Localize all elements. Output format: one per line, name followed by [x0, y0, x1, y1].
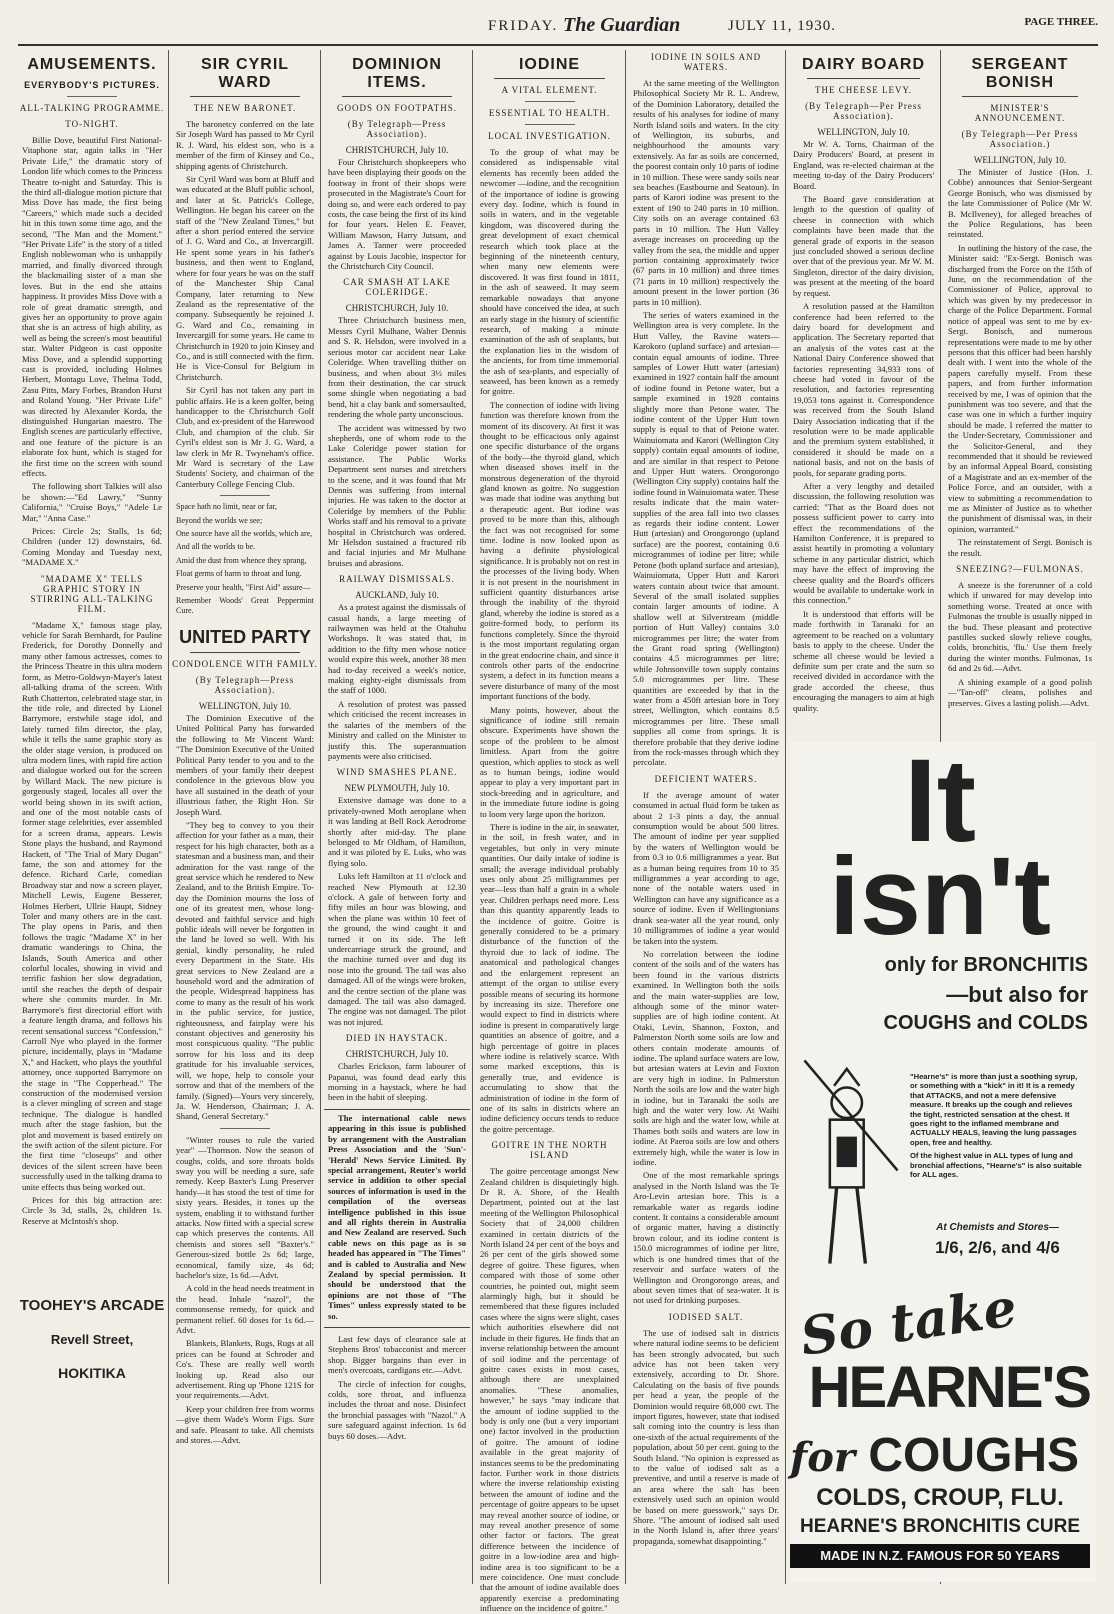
masthead-page: PAGE THREE.: [1024, 16, 1098, 28]
dateline: CHRISTCHURCH, July 10.: [345, 145, 449, 155]
ad-headline-it: It: [903, 735, 977, 867]
article-paragraph: Four Christchurch shopkeepers who have been displaying their goods on the footway in front of their shops were prosecuted in the Magistrate's Court for doing so, and were each ordered to pay costs, the case being the first of its kind for four years. Helen E. Feaver, William Mawson, Harry Jutsum, and James A. Tanner were proceeded against by Louis Jacobie, inspector for the Christchurch City Council.: [328, 157, 466, 272]
advert-paragraph: Blankets, Blankets, Rugs, Rugs at all prices can be found at Schroder and Co's. These are really well worth looking up. Read also our advertisement. Ring up 'Phone 121S for your requirements.—Advt.: [176, 1338, 314, 1401]
subheading: THE CHEESE LEVY.: [814, 85, 913, 95]
advert-paragraph: A sneeze is the forerunner of a cold which if unwared for may develop into something worse. Treated at once with Fulmonas the trouble is usually nipped in the bud. These pleasant and protective pastilles sucked slowly relieve coughs, colds, bronchitis, 'flu.' Use them freely during the winter months. Fulmonas, 1s 6d and 2s 6d.—Advt.: [948, 580, 1092, 674]
article-paragraph: The baronetcy conferred on the late Sir Joseph Ward has passed to Mr Cyril R. J. Ward, his eldest son, who is a member of the firm of Kinsey and Co., shipping agents of Christchurch.: [176, 119, 314, 171]
masthead: [18, 8, 1098, 46]
article-paragraph: A resolution of protest was passed which criticised the recent increases in the salaries of the members of the Ministry and called on the Minister to justify this. The superannuation payments were also criticised.: [328, 698, 466, 761]
ad-line-but-also: —but also for: [946, 982, 1088, 1007]
masthead-paper-name: The Guardian: [563, 14, 681, 36]
article-paragraph: A resolution passed at the Hamilton conference had been referred to the dairy board for development and application. The Secretary reported that an analysis of the votes cast at the National Dairy Conference showed that factories representing 34,933 tons of cheese had voted in favour of the resolution, and factories representing 19,053 tons against it. Correspondence was received from the South Island Dairy Association indicating that if the resolution were to be made applicable and the premium system established, it considered it should be made on a national basis, and not on the basis of pools, for separate grading ports.: [793, 301, 934, 478]
article-paragraph: Many points, however, about the significance of iodine still remain obscure. Experiments have shown the scope of the problem to be almost limitless. Apart from the goitre question, which applies to stock as well as to human beings, iodine would appear to play a very important part in stock-breeding and in agriculture, and in the immediate future iodine is going to loom very large upon the horizon.: [480, 704, 619, 819]
ad-stockists: At Chemists and Stores—: [936, 1222, 1059, 1233]
article-paragraph: Extensive damage was done to a privately-owned Moth aeroplane when it was landing at Bell Rock Aerodrome shortly after mid-day. The plane belonged to Mr Oldham, of Hamilton, and it was piloted by E. Luks, who was flying solo.: [328, 795, 466, 868]
ad-brand-name: HEARNE'S: [808, 1355, 1090, 1420]
section-title-cyril-ward: SIR CYRIL WARD: [200, 56, 290, 91]
divider: [67, 96, 117, 97]
ad-headline-isnt: isn't: [829, 835, 1051, 958]
column-iodine: [476, 50, 623, 1614]
divider: [525, 101, 575, 102]
column-sergeant-bonish: [944, 50, 1096, 740]
column-rule: [785, 50, 786, 1584]
advert-paragraph: "Winter rouses to rule the varied year" —Thomson. Now the season of coughs, colds, and sore throats holds sway you will be needing a sure, safe remedy. Keep Baxter's Lung Preserver handy—it has stood the test of time for sixty years. Besides, it tones up the system, enabling it to withstand further attacks. Now fitted with a special screw cap which preserves the contents. All chemists and stores sell "Baxter's." Generous-sized bottle 2s 6d; large, economical, family size, 4s 6d; bachelor's size, 1s 6d.—Advt.: [176, 1134, 314, 1280]
section-title-amusements: AMUSEMENTS.: [27, 56, 157, 73]
cinema-name: EVERYBODY'S PICTURES.: [24, 80, 160, 90]
article-paragraph: The series of waters examined in the Wellington area is very complete. In the Hutt Valley, the Ravine waters—Karokoro (upland surface) and artesian—contain equal amounts of iodine. Three samples of Lower Hutt water (artesian) examined in 1927 contain half the amount of iodine found in Petone water, but a sample examined in 1928 contains slightly more than Petone water. The iodine content of the Upper Hutt town supply is equal to that of Petone water. Wainuiomata and Karori (Wellington City supply) contain equal amounts of iodine, and are similar in that respect to Petone and Upper Hutt waters. Orongorongo (Wellington City supply) contains half the iodine found in Wainuiomata water. These results indicate that the main water-supplies of the area fall into two classes as regards their iodine content. Lower Hutt (artesian) and Orongorongo (upland surface) are the poorest, containing 0.6 microgrammes of iodine per litre; while Petone (both upland surface and artesian), Wainuiomata, Upper Hutt and Karori waters contain about twice that amount. Several of the small isolated supplies contain larger amounts of iodine. A shallow well at Silverstream (middle portion of Hutt Valley) contains 3.0 microgrammes per litre; the water from the Grant road spring (Wellington) contains 4.5 microgrammes per litre; while Johnsonville town supply contains 5.0 microgrammes per litre. These quantities are exceeded by that in the water from a 450ft artesian bore in Tory street, Wellington, which contains 8.5 microgrammes per litre. These small supplies all come from springs. It is therefore probable that they derive iodine from the rock-masses through which they percolate.: [633, 309, 779, 768]
arcade-street: Revell Street,: [50, 1332, 134, 1348]
article-paragraph: Luks left Hamilton at 11 o'clock and reached New Plymouth at 12.30 o'clock. A gale of between forty and fifty miles an hour was blowing, and when the plane was within 10 feet of the ground, the wind caught it and turned it on its side. The left undercarriage struck the ground, and the machine turned over and dug its nose into the ground. The tail was also damaged. All of the wings were broken, and the centre section of the plane was damaged. The tail was also damaged. The engine was not damaged. The pilot was not injured.: [328, 871, 466, 1027]
ad-for: for: [790, 1434, 855, 1481]
dateline: CHRISTCHURCH, July 10.: [345, 1049, 449, 1060]
ad-so-take: So take: [796, 1277, 1021, 1368]
article-paragraph: The goitre percentage amongst New Zealand children is disquietingly high. Dr R. A. Shore, of the Health Department, pointed out at the last meeting of the Wellington Philosophical Society that of 24,000 children examined in certain districts of the North Island 24 per cent of the boys and 26 per cent of the girls showed some degree of goitre. These figures, when compared with those of some other countries, he pointed out, might seem alarmingly high, but it should be remembered that these figures included cases where the signs were slight, cases which authorities elsewhere did not include in their figures. He finds that an inverse relationship between the amount of soil iodine and the percentage of goitre cases exists in most cases, although there are unexplained anomalies. "These anomalies, however," he says "may indicate that the amount of iodine supplied to the body is only one (but a very important one) factor involved in the production of goitre. The amount of iodine available in the great majority of instances seems to be the predominating factor. Further work in those districts where the inverse relationship existing between the amount of iodine and the percentage of goitre appears to be upset may reveal another source of iodine, or may reveal another presence of some other factor or factors. The great difference between the incidence of goitre in a low-iodine area and high-iodine area is too significant to be a mere coincidence. One must conclude that the amount of iodine available does apparently exercise a predominating influence on the incidence of goitre.": [480, 1166, 619, 1614]
poem-line: Preserve your health, "First Aid" assure—: [176, 582, 311, 592]
subheading: GOITRE IN THE NORTH ISLAND: [491, 1140, 608, 1161]
masthead-day: FRIDAY.: [488, 18, 559, 34]
subheading: A VITAL ELEMENT.: [501, 85, 598, 95]
telegraph-credit: (By Telegraph—Press Association).: [195, 674, 295, 695]
article-paragraph: Sir Cyril has not taken any part in public affairs. He is a keen golfer, being handicapper to the Christchurch Golf Club, and ex-president of the Harewood Club, and champion of the club. Sir Cyril's eldest son is Mr J. G. Ward, a law clerk in Mr R. Twyneham's office. Mr Ward is secretary of the Law Students' Society, and chairman of the Canterbury College Fencing Club.: [176, 385, 314, 489]
telegraph-credit: (By Telegraph—Per Press Association).: [805, 101, 922, 121]
article-paragraph: "Madame X," famous stage play, vehicle for Sarah Bernhardt, for Pauline Frederick, for Dorothy Donnelly and many other famous actresses, comes to the Princess Theatre in this ultra modern form, as Metro-Goldwyn-Mayer's latest all-talking drama of the screen. With Ruth Chatterton, celebrated stage star, in the title role, and directed by Lionel Barrymore, erstwhile stage idol, and lately turned film director, the play, while it tells the same graphic story as the older stage version, is produced on ultra modern lines, with rapid fire action and dialogue worked out for the screen by Willard Mack. The new picture is gorgeously staged, locales all over the world being shown in its swift action, and one of the most notable casts of former stage celebrities, ever assembled for a screen drama, appears. Lewis Stone plays the husband, and Raymond Hackett, of "The Trial of Mary Dugan" fame, the son and attorney for the defence. Richard Carle, comedian Broadway star and now a screen player, Mitchell Lewis, Eugene Besserer, Holmes Herbert, Ullrie Haupt, Sidney Toler and many others are in the cast. The play opens in Paris, and then follows the tragic "Madame X" in her dramatic wanderings to China, the Islands, South America and other colorful locales, showing in vivid and terrific fashion her slow degradation, until she reaches the depth of despair where she commits murder. In Mr. Barrymore's first directorial effort with a feature length drama, and follows his recent sensational success "Confession," Carroll Nye who played in the former picture, incidentally, plays in "Madame X," and Hackett, who plays the youthful attorney, once supported Barrymore on the stage in "The Copperhead." The construction of the modernised version is a clever mingling of screen and stage technique. The dialogue is handled much after the stage fashion, but the plot and movement is based entirely on the swift action of the silent picture. For the first time "closeups" and other devices of the silent screen have been successfully used in the talking drama to unite effects thus being worked out.: [22, 619, 162, 1192]
poem-line: Amid the dust from whence they sprang,: [176, 555, 307, 565]
article-paragraph: The reinstatement of Sergt. Bonisch is the result.: [948, 537, 1092, 558]
divider: [190, 96, 300, 97]
ad-body-secondary: Of the highest value in ALL types of lung and bronchial affections, "Hearne's" is also suitable for ALL ages.: [910, 1151, 1082, 1180]
article-paragraph: The connection of iodine with living function was therefore known from the moment of its discovery. At first it was thought to be efficacious only against one specific disturbance of the organs of the body—the thyroid gland, which when diseased shows itself in the monstrous degeneration of the thyroid gland known as goitre. No suggestion was made that iodine was anything but a therapeutic agent. But iodine was proved to be more than this, although the fact was not recognised for some time. Iodine is now looked upon as having a definite physiological significance. It is probably not on rest in the processes of the living body. When it is not present in the nourishment in sufficient quantity disturbances arise through the inability of the thyroid gland, whereby the iodine is stored as a goitre-formed body, to perform its functions completely. Since the thyroid is the most important regulating organ in the great endocrine chain, and since it controls other parts of the endocrine system, a defect in its function means a severe disturbance of many of the most important functions of the body.: [480, 399, 619, 702]
article-paragraph: One of the most remarkable springs analysed in the North Island was the Te Aro-Levin artesian bore. This is a remarkable water as regards iodine content. It contains a considerable amount of organic matter, having a distinctly brown colour, and its iodine content is 150.0 microgrammes of iodine per litre, which is one hundred times that of the reservoir and surface waters of the Wellington and Orongorongo areas, and about seven times that of sea-water. It is not used for drinking purposes.: [633, 1170, 779, 1306]
ad-body-text: [910, 1072, 1085, 1179]
article-paragraph: Mr W. A. Torns, Chairman of the Dairy Producers' Board, at present in England, was re-elected chairman at the meeting to-day of the Dairy Producers' Board.: [793, 139, 934, 191]
subheading-madame-x: "MADAME X" TELLS GRAPHIC STORY IN STIRRING ALL-TALKING FILM.: [30, 573, 154, 614]
article-paragraph: In outlining the history of the case, the Minister said: "Ex-Sergt. Bonisch was discharged from the Force on the 15th of June, on the recommendation of the Commissioner of Police, approval to which was given by my predecessor in charge of the Police Department. Formal notice of appeal was sent to me by ex-Sergt. Bonisch, and numerous representations were made to me by other persons that this officer had been harshly dealt with. I went into the whole of the papers carefully myself. From these papers, and from further information received by me, I was of opinion that the punishment was too severe, and that the case was one in which a further inquiry should be made. I referred the matter to the Under-Secretary, Commissioner and the Solicitor-General, and they recommended that it should be reviewed by an informal Appeal Board, consisting of a Magistrate and an ex-member of the Police Force, and an outsider, with a view to submitting a recommendation to me as Minister of Justice as to whether the punishment of dismissal was, in their opinion, warranted.": [948, 242, 1092, 534]
subheading: SNEEZING?—FULMONAS.: [956, 564, 1084, 575]
divider: [494, 78, 605, 79]
article-paragraph: As a protest against the dismissals of casual hands, a large meeting of railwaymen was held at the Otahuhu Workshops. It was stated that, in addition to the fifty men whose notice would expire this week, another 38 men had to-day received a week's notice, making eighty-eight dismissals from the staff of 1000.: [328, 602, 466, 696]
article-paragraph: To the group of what may be considered as indispensable vital elements has recently been added the newcomer —iodine, and the recognition of the importance of iodine is growing every day. Iodine, which is found in soils in waters, and in the vegetable kingdom, was discovered during the great development of exact chemical research which took place at the beginning of the nineteenth century, when many new elements were discovered. It was first found in 1811, in the ash of seaweed. It may seem remarkable nowadays that anyone should have conceived the idea, at such an early stage in the history of scientific research, of making a minute examination of the ash of seaplants, but the explanation lies in the wisdom of the ancients, for from time immemorial the ash of sea-plants, and especially of seaweed, has been known as a remedy for goitre.: [480, 147, 619, 397]
divider: [190, 652, 300, 653]
subheading: CONDOLENCE WITH FAMILY.: [172, 658, 318, 669]
arcade-name: TOOHEY'S ARCADE: [19, 1297, 165, 1315]
column-dairy-board: [789, 50, 938, 740]
poem-line: Float germs of harm to throat and lung.: [176, 569, 302, 579]
dateline: WELLINGTON, July 10.: [198, 700, 292, 711]
column-amusements: [18, 50, 166, 1584]
hearnes-advertisement: [790, 735, 1096, 1582]
arcade-town: HOKITIKA: [58, 1365, 126, 1382]
dateline: AUCKLAND, July 10.: [355, 590, 439, 601]
masthead-date: JULY 11, 1930.: [728, 18, 837, 34]
subheading: CAR SMASH AT LAKE COLERIDGE.: [343, 277, 451, 298]
article-paragraph: There is iodine in the air, in seawater, in the soil, in fresh water, and in vegetables, but only in very minute quantities. Our daily intake of iodine is small; the average individual probably uses only about 25 milligrammes per year—less than half a grain in a whole year. Children perhaps need more. Less than this quantity apparently leads to the incidence of goitre. Goitre is generally considered to be a primary disturbance of the function of the thyroid due to lack of iodine. The anatomical and pathological changes and the enlargement represent an attempt of the organ to utilise every possible means of securing its hormone by increasing its size. Therefore one would expect to find in districts where iodine is present in comparatively large quantities an absence of goitre, and a high percentage of goitre in places where iodine is relatively scarce. With some marked exceptions, this is generally true, and evidence is accumulating to show that the administration of iodine in the form of one of its salts in districts where an iodine deficiency occurs tends to reduce the goitre percentage.: [480, 822, 619, 1134]
column-iodine-soils: [629, 50, 783, 1584]
dateline: CHRISTCHURCH, July 10.: [345, 303, 449, 314]
column-dominion-items: [324, 50, 470, 1584]
advert-paragraph: Keep your children free from worms—give them Wade's Worm Figs. Sure and safe. Pleasant to take. All chemists and stores.—Advt.: [176, 1403, 314, 1446]
column-rule: [625, 50, 626, 1584]
subheading: LOCAL INVESTIGATION.: [488, 131, 611, 141]
divider: [525, 124, 575, 125]
section-title-sergeant-bonish: SERGEANT BONISH: [971, 56, 1069, 91]
section-title-dairy-board: DAIRY BOARD: [801, 56, 925, 73]
divider: [962, 96, 1078, 97]
dateline: WELLINGTON, July 10.: [973, 155, 1067, 165]
subheading: IODISED SALT.: [668, 1311, 744, 1322]
dateline: WELLINGTON, July 10.: [817, 127, 910, 137]
section-title-iodine: IODINE: [518, 56, 581, 73]
article-paragraph: It is understood that efforts will be made forthwith in Taranaki for an agreement to be reached on a voluntary basis to apply to the cheese. Under the scheme all cheese would be levied a definite sum per crate and the sum so received divided in accordance with the grade accorded the cheese, thus encouraging the managers to aim at high quality.: [793, 608, 934, 713]
article-paragraph: Prices: Circle 2s; Stalls, 1s 6d; Children (under 12) downstairs, 6d. Coming Monday and Tuesday next, "MADAME X.": [22, 526, 162, 568]
article-paragraph: At the same meeting of the Wellington Philosophical Society Mr R. L. Andrew, of the Dominion Laboratory, detailed the results of his analyses for iodine of many North Island soils and waters. In the city of Wellington, its suburbs, and neighbourhood the amounts vary extensively. As far as soils are concerned, the poorest contain only 10 parts of iodine in 10 million. These were sandy soils near sea beaches (Eastbourne and Seatoun). In parts of Karori iodine was present to the extent of 190 to 240 parts in 10 million. City soils on an average contained 63 parts in 10 million. The Hutt Valley average increases on proceeding up the valley from the sea, the middle and upper portion containing approximately twice (67 parts in 10 million) and three times (71 parts in 10 million) respectively the amount present in the lower portion (36 parts in 10 million).: [633, 78, 779, 307]
poem-line: And all the worlds to be.: [176, 542, 256, 552]
column-cyril-ward: [172, 50, 318, 1584]
article-paragraph: Three Christchurch business men, Messrs Cyril Mulhane, Walter Dennis and S. R. Helsdon, were involved in a serious motor car accident near Lake Coleridge. When travelling thither on business, and when about 3½ miles from their destination, the car struck some shingle when negotiating a bad bend, hit a clay bank and somersaulted, rendering the whole party unconscious.: [328, 315, 466, 420]
dateline: NEW PLYMOUTH, July 10.: [344, 783, 450, 794]
article-paragraph: Charles Erickson, farm labourer of Papanui, was found dead early this morning in a haystack, where he had been in the habit of sleeping.: [328, 1061, 466, 1103]
article-paragraph: "They beg to convey to you their affection for your father as a man, their respect for his high character, both as a statesman and a business man, and their admiration for the vast range of the great service which he rendered to New Zealand, and to the British Empire. To-day the Dominion mourns the loss of one of its greatest men, whose long-devoted and faithful service and high public ideals will never be forgotten in the land he loved so well. With his genial, kindly personality, he ruled every Department in the State. His great services to New Zealand are a household word and the admiration of the people. Widespread happiness has come to many as the result of his work in the public service, for justice, righteousness, and fairplay were his constant objectives and generosity his most conspicuous quality. "The public sorrow for his loss and its deep gratitude for his invaluable services, will, we hope, help to console your sorrow and that of the members of the family. (Signed)—Yours very sincerely, Ja. W. Henderson, Chairman; J. A. Shand, General Secretary.": [176, 819, 314, 1122]
subheading: RAILWAY DISMISSALS.: [339, 574, 455, 585]
subheading: ESSENTIAL TO HEALTH.: [488, 108, 611, 118]
subheading: DIED IN HAYSTACK.: [345, 1033, 449, 1044]
advert-paragraph: Last few days of clearance sale at Stephens Bros' tobacconist and mercer shop. Bigger bargains than ever in men's overcoats, cardigans etc.—Advt.: [328, 1334, 466, 1376]
subheading: GOODS ON FOOTPATHS.: [337, 103, 457, 113]
telegraph-credit: (By Telegraph—Per Press Association.): [961, 129, 1079, 149]
subheading: IODINE IN SOILS AND WATERS.: [650, 52, 762, 72]
subheading: THE NEW BARONET.: [193, 103, 297, 113]
ad-coughs: COUGHS: [868, 1429, 1079, 1482]
ad-made-in-nz-banner: MADE IN N.Z. FAMOUS FOR 50 YEARS: [790, 1544, 1090, 1568]
knight-illustration-icon: [796, 1042, 906, 1282]
article-paragraph: After a very lengthy and detailed discussion, the following resolution was carried: "That as the Board does not possess sufficient power to carry into effect the recommendations of the Hamilton Conference, it is prepared to assist heartily in promoting a voluntary scheme in any particular district, which may have the effect of improving the cheese quality and the Board's officers would be available to undertake work in this connection.": [793, 481, 934, 606]
ad-prices: 1/6, 2/6, and 4/6: [935, 1238, 1060, 1257]
advert-paragraph: A shining example of a good polish—"Tan-off" cleans, polishes and preserves. Gives a lasting polish.—Advt.: [948, 676, 1092, 708]
poem-line: Beyond the worlds we see;: [176, 515, 263, 525]
ad-product-name: HEARNE'S BRONCHITIS CURE: [799, 1516, 1081, 1537]
ad-body-main: "Hearne's" is more than just a soothing syrup, or something with a "kick" in it! It is a remedy that ATTACKS, and not a mere defensive measure. It breaks up the cough and relieves the tight, restricted sensation at the chest. It goes right to the inflamed membrane and ACTUALLY HEALS, leaving the lung passages open, free and healthy.: [910, 1072, 1078, 1147]
article-paragraph: Billie Dove, beautiful First National-Vitaphone star, again talks in "Her Private Life," the dramatic story of London life which comes to the Princess Theatre to-night and Saturday. This is the third all-dialogue motion picture that Miss Dove has made, the first being "Careers," which made such a decided hit in this town some time ago, and the second, "The Man and the Moment." "Her Private Life" is the story of a titled English noblewoman who is unhappily married, and finally divorced through the blackmailing sister of a man she loves. But in the end she attains happiness. It provides Miss Dove with a role of great dramatic strength, and gives her an opportunity to prove again that she is an actress of high ability, as well as being the screen's most beautiful star. Walter Pidgeon is cast opposite Miss Dove, and a splendid supporting cast is provided, including Holmes Herbert, Montagu Love, Thelma Todd, Zasu Pitts, Mary Forbes, Brandon Hurst and Roland Young. "Her Private Life" was directed by Alexander Korda, the distinguished Hungarian maestro. The English scenes are particularly effective, and one feature of the picture is an elaborate fox hunt, which is staged for the first time on the screen with sound effects.: [22, 135, 162, 478]
article-paragraph: The following short Talkies will also be shown:—"Ed Lawry," "Sunny California," "Cruise Boys," "Adele Le Mar," "Anna Case.": [22, 481, 162, 523]
article-paragraph: Sir Cyril Ward was born at Bluff and was educated at the Bluff public school, and later at St. Patrick's College, Wellington. He began his career on the staff of the "New Zealand Times," but after a short period entered the service of J. G. Ward and Co., at Invercargill. He spent some years in his father's business, and then went to England, where for four years he was on the staff of the Manchester Ship Canal Company, later returning to New Zealand as the representative of the company. Subsequently he rejoined J. G. Ward and Co., remaining in Invercargill for some years. He came to Christchurch in 1920 to join Kinsey and Co., and is still connected with the firm. He is Vice-Consul for Belgium in Christchurch.: [176, 174, 314, 382]
divider: [342, 96, 452, 97]
programme-heading: ALL-TALKING PROGRAMME.: [19, 103, 165, 113]
poem-line: Space hath no limit, near or far,: [176, 502, 277, 512]
column-rule: [472, 50, 473, 1584]
article-paragraph: The accident was witnessed by two shepherds, one of whom rode to the Lake Coleridge power station for assistance. The Public Works Department sent nurses and stretchers to the scene, and it was found that Mr Dennis was suffering from internal injuries. He was taken to the doctor at Coleridge by members of the Public Works staff and his removal to a private hospital in Christchurch was ordered. Mr Helsdon sustained a fractured rib and facial injuries and Mr Mulhane bruises and abrasions.: [328, 422, 466, 568]
section-title-dominion-items: DOMINION ITEMS.: [352, 56, 442, 91]
ad-for-coughs: [790, 1428, 1090, 1483]
ad-colds-croup-flu: COLDS, CROUP, FLU.: [816, 1484, 1064, 1511]
cable-notice: The international cable news appearing in this issue is published by arrangement with the Australian Press Association and the 'Sun'-'Herald' News Service Limited. By special arrangement, Reuter's world service in addition to other special sources of information is used in the compilation of the overseas intelligence published in this issue and all rights therein in Australia and New Zealand are reserved. Such cable news on this page as is so headed has appeared in "The Times" and is cabled to Australia and New Zealand by special permission. It should be understood that the opinions are not those of "The Times" unless expressly stated to be so.: [328, 1112, 466, 1321]
column-rule: [320, 50, 321, 1584]
article-paragraph: The Dominion Executive of the United Political Party has forwarded the following to Mr Vincent Ward: "The Dominion Executive of the United Political Party tender to you and to the members of your family their deepest condolence in the grievous blow you have all sustained in the death of your illustrious father, the Right Hon. Sir Joseph Ward.: [176, 712, 314, 817]
tonight-heading: TO-NIGHT.: [65, 119, 119, 129]
ad-line-bronchitis: only for BRONCHITIS: [884, 954, 1088, 976]
article-paragraph: If the average amount of water consumed in actual fluid form be taken as about 2 1-3 pints a day, the annual consumption would be about 500 litres. The amount of iodine per year supplied by the waters of Wellington would be from 0.3 to 0.6 milligrammes a year. But as a human being requires from 10 to 35 milligrammes a year according to age, none of the notable waters used in Wellington can have any significance as a source of iodine. Even if Wellingtonians drank sea-water all the year round, only 10 milligrammes of iodine a year would be taken into the system.: [633, 789, 779, 946]
divider: [220, 495, 270, 496]
article-paragraph: The Minister of Justice (Hon. J. Cobbe) announces that Senior-Sergeant George Bonisch, who was dismissed by the late Commissioner of Police (Mr W. B. McIlveney), for alleged breaches of the Police Regulations, has been reinstated.: [948, 167, 1092, 240]
article-paragraph: The use of iodised salt in districts where natural iodine seems to be deficient has been strongly advocated, but such advice has not been taken very extensively, according to Dr. Shore. Calculating on the basis of five pounds per head a year, the people of the Dominion would require 68,000 cwt. The import figures, however, state that iodised salt coming into the country is less than one-sixth of the actual requirements of the population, about 50 per cent. going to the South Island. "No opinion is expressed as to the value of iodised salt as a preventive, and until a reserve is made of an area where the salt has been extensively used such an opinion would be based on mere guesswork," says Dr. Shore. "The amount of iodised salt used in the North Island is, after three years' propaganda, somewhat disappointing.": [633, 1327, 779, 1546]
subheading: DEFICIENT WATERS.: [654, 773, 758, 784]
subheading: MINISTER'S ANNOUNCEMENT.: [974, 103, 1066, 123]
article-paragraph: No correlation between the iodine content of the soils and of the waters has been found in the various districts examined. In Wellington both the soils and the main water-supplies are low, although some of the minor water-supplies are of high iodine content. At Otaki, Levin, Shannon, Foxton, and Palmerston North some soils are low and others contain moderate amounts of iodine. The upland surface waters are low, but artesian waters at Levin and Foxton are very high in iodine. In Palmerston North the soils are low and the water high in iodine, but in Taranaki the soils are high and the water very low. At Waihi soils are high and the water low, while at Thames both soils and waters are low in iodine. At Paeroa soils are low and others extremely high, while the water is low in iodine.: [633, 948, 779, 1168]
divider: [220, 1128, 270, 1129]
poem-line: Remember Woods' Great Peppermint Cure.: [176, 596, 314, 616]
poem-line: One source have all the worlds, which are,: [176, 529, 313, 539]
subheading: WIND SMASHES PLANE.: [336, 767, 458, 778]
section-title-united-party: UNITED PARTY: [179, 626, 311, 647]
article-paragraph: Prices for this big attraction are: Circle 3s 3d, stalls, 2s, children 1s. Reserve at McIntosh's shop.: [22, 1195, 162, 1226]
ad-line-coughs-colds: COUGHS and COLDS: [883, 1012, 1088, 1034]
cable-notice-box: [324, 1109, 470, 1328]
advert-paragraph: A cold in the head needs treatment in the head. Inhale "nazol", the commonsense remedy, for quick and permanent relief. 60 doses for 1s 6d.—Advt.: [176, 1283, 314, 1336]
divider: [807, 78, 920, 79]
telegraph-credit: (By Telegraph—Press Association).: [347, 119, 447, 139]
column-rule: [168, 50, 169, 1584]
advert-paragraph: The circle of infection for coughs, colds, sore throat, and influenza includes the throat and nose. Disinfect the bronchial passages with "Nazol." A sure safeguard against infection. 1s 6d buys 60 doses.—Advt.: [328, 1378, 466, 1441]
article-paragraph: The Board gave consideration at length to the question of quality of cheese in connection with which complaints have been made that the general grade of exports in the season just concluded showed a serious decline over that of the previous year. Mr W. M. Singleton, director of the dairy division, was present at the meeting of the board by request.: [793, 194, 934, 298]
